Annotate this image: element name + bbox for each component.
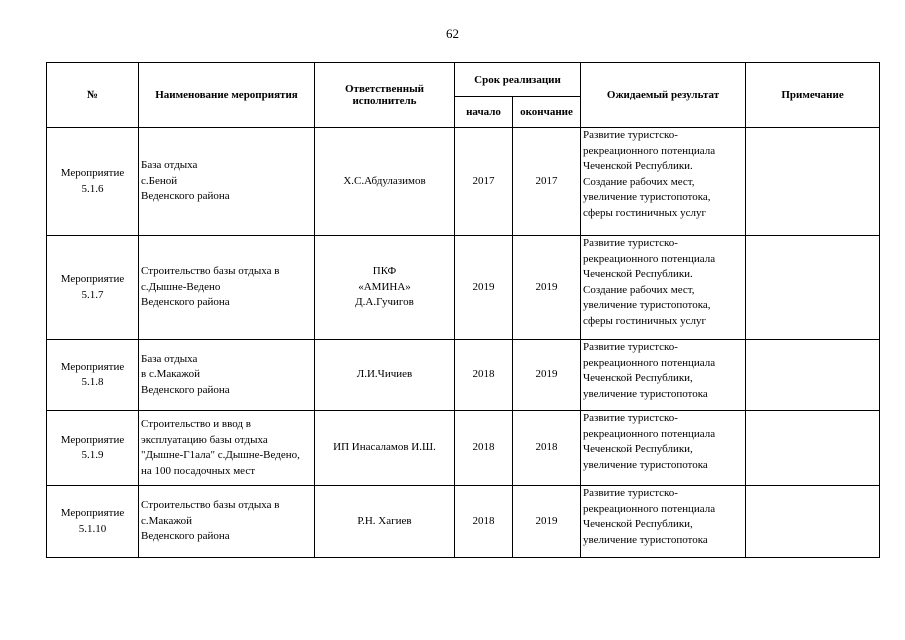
event-result: Развитие туристско- рекреационного потенциала Чеченской Республики. Создание рабочих мест, увеличение туристопотока, сферы гостиничных услуг	[581, 128, 746, 236]
header-period: Срок реализации	[455, 63, 581, 97]
event-number: Мероприятие 5.1.8	[47, 340, 139, 411]
event-start: 2019	[455, 236, 513, 340]
event-note	[746, 128, 880, 236]
event-name: Строительство и ввод в эксплуатацию базы отдыха "Дышне-Г1ала" с.Дышне-Ведено, на 100 посадочных мест	[139, 411, 315, 486]
event-start: 2017	[455, 128, 513, 236]
table-row	[47, 128, 880, 236]
event-start: 2018	[455, 411, 513, 486]
header-end: окончание	[513, 97, 581, 128]
table-row	[47, 236, 880, 340]
event-responsible: Л.И.Чичиев	[315, 340, 455, 411]
event-result: Развитие туристско- рекреационного потенциала Чеченской Республики, увеличение туристопотока	[581, 411, 746, 486]
event-end: 2019	[513, 236, 581, 340]
event-note	[746, 236, 880, 340]
event-result: Развитие туристско- рекреационного потенциала Чеченской Республики. Создание рабочих мест, увеличение туристопотока, сферы гостиничных услуг	[581, 236, 746, 340]
header-start: начало	[455, 97, 513, 128]
header-result: Ожидаемый результат	[581, 63, 746, 128]
event-result: Развитие туристско- рекреационного потенциала Чеченской Республики, увеличение туристопотока	[581, 340, 746, 411]
event-name: База отдыха в с.Макажой Веденского района	[139, 340, 315, 411]
header-num: №	[47, 63, 139, 128]
event-responsible: Р.Н. Хагиев	[315, 486, 455, 558]
header-note: Примечание	[746, 63, 880, 128]
event-number: Мероприятие 5.1.6	[47, 128, 139, 236]
event-responsible: Х.С.Абдулазимов	[315, 128, 455, 236]
event-name: Строительство базы отдыха в с.Макажой Веденского района	[139, 486, 315, 558]
event-note	[746, 411, 880, 486]
table-row	[47, 340, 880, 411]
event-end: 2018	[513, 411, 581, 486]
event-start: 2018	[455, 340, 513, 411]
table-row	[47, 486, 880, 558]
page-number: 62	[446, 26, 459, 41]
header-responsible: Ответственный исполнитель	[315, 63, 455, 128]
event-name: Строительство базы отдыха в с.Дышне-Ведено Веденского района	[139, 236, 315, 340]
event-result: Развитие туристско- рекреационного потенциала Чеченской Республики, увеличение туристопотока	[581, 486, 746, 558]
header-name: Наименование мероприятия	[139, 63, 315, 128]
event-responsible: ИП Инасаламов И.Ш.	[315, 411, 455, 486]
event-name: База отдыха с.Беной Веденского района	[139, 128, 315, 236]
event-number: Мероприятие 5.1.7	[47, 236, 139, 340]
event-number: Мероприятие 5.1.9	[47, 411, 139, 486]
event-start: 2018	[455, 486, 513, 558]
event-responsible: ПКФ «АМИНА» Д.А.Гучигов	[315, 236, 455, 340]
event-end: 2019	[513, 486, 581, 558]
event-end: 2017	[513, 128, 581, 236]
event-number: Мероприятие 5.1.10	[47, 486, 139, 558]
event-note	[746, 340, 880, 411]
event-note	[746, 486, 880, 558]
events-table	[46, 62, 880, 558]
event-end: 2019	[513, 340, 581, 411]
table-row	[47, 411, 880, 486]
